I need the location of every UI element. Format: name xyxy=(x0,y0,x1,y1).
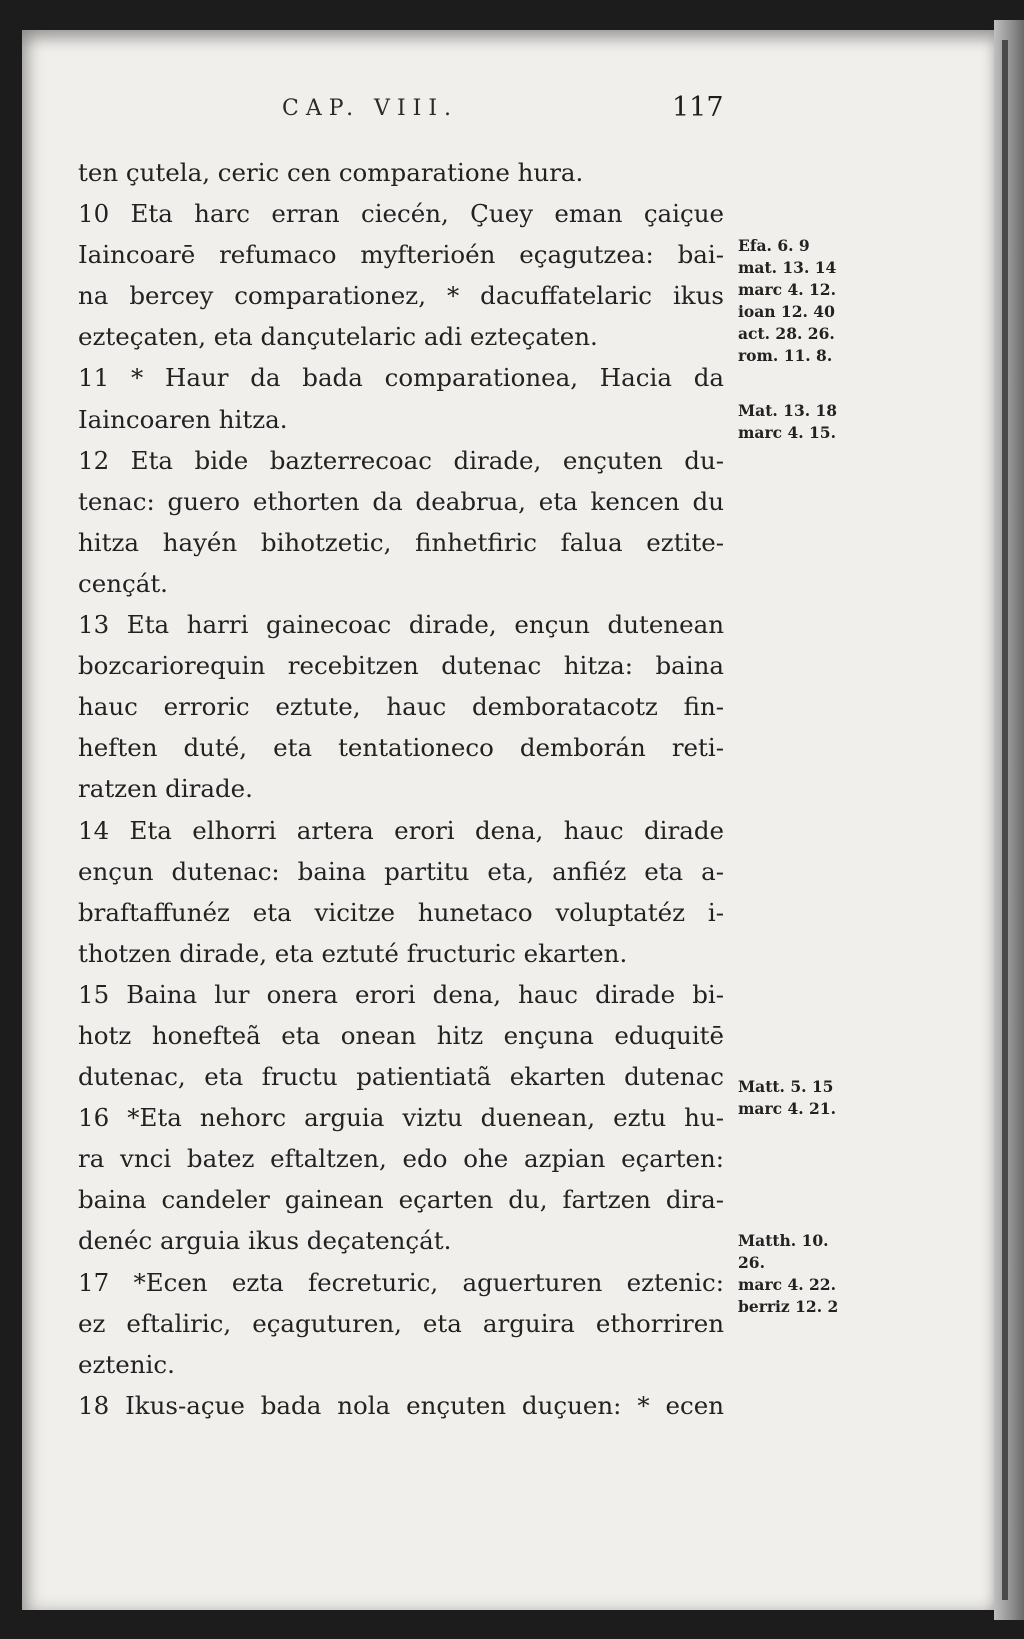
text-line: hitza hayén bihotzetic, finhetfiric falua eztite- xyxy=(78,527,724,557)
text-line: 15 Baina lur onera erori dena, hauc dirade bi- xyxy=(78,979,724,1009)
text-line: ten çutela, ceric cen comparatione hura. xyxy=(78,158,584,187)
text-line: ez eftaliric, eçaguturen, eta arguira ethorriren xyxy=(78,1308,724,1338)
margin-note-line: Matth. 10. xyxy=(738,1231,829,1250)
margin-note-1 xyxy=(738,235,836,367)
text-line: heften duté, eta tentationeco demborán reti- xyxy=(78,733,724,763)
text-line: 11 * Haur da bada comparationea, Hacia da xyxy=(78,363,724,393)
body-text xyxy=(78,152,724,1426)
margin-note-line: 26. xyxy=(738,1253,765,1272)
margin-note-3 xyxy=(738,1076,836,1120)
text-line: ratzen dirade. xyxy=(78,774,253,804)
margin-note-line: Mat. 13. 18 xyxy=(738,401,838,420)
margin-note-line: ioan 12. 40 xyxy=(738,302,835,321)
text-line: na bercey comparationez, * dacuffatelaric ikus xyxy=(78,281,724,311)
text-line: bozcariorequin recebitzen dutenac hitza: baina xyxy=(78,651,724,681)
text-line: 17 *Ecen ezta fecreturic, aguerturen eztenic: xyxy=(78,1267,724,1297)
text-line: ra vnci batez eftaltzen, edo ohe azpian eçarten: xyxy=(78,1144,724,1174)
text-line: 14 Eta elhorri artera erori dena, hauc dirade xyxy=(78,815,724,845)
book-edge-shadow xyxy=(1002,40,1008,1600)
text-line: 13 Eta harri gainecoac dirade, ençun dutenean xyxy=(78,610,724,640)
margin-note-line: Matt. 5. 15 xyxy=(738,1077,834,1096)
text-line: hotz honefteã eta onean hitz ençuna eduquitē xyxy=(78,1020,724,1050)
text-line: Iaincoarē refumaco myfterioén eçagutzea: bai- xyxy=(78,240,724,270)
margin-note-2 xyxy=(738,400,837,444)
book-edge xyxy=(994,20,1024,1620)
margin-note-line: marc 4. 22. xyxy=(738,1275,836,1294)
text-line: Iaincoaren hitza. xyxy=(78,404,288,434)
text-line: 12 Eta bide bazterrecoac dirade, ençuten du- xyxy=(78,445,724,475)
text-line: dutenac, eta fructu patientiatã ekarten dutenac xyxy=(78,1062,724,1092)
page-number: 117 xyxy=(672,92,724,123)
margin-note-line: rom. 11. 8. xyxy=(738,346,833,365)
margin-note-line: marc 4. 12. xyxy=(738,280,836,299)
text-line: baina candeler gainean eçarten du, fartzen dira- xyxy=(78,1185,724,1215)
text-line: denéc arguia ikus deçatençát. xyxy=(78,1226,452,1256)
margin-note-4 xyxy=(738,1230,838,1318)
text-line: 18 Ikus-açue bada nola ençuten duçuen: * ecen xyxy=(78,1390,724,1420)
text-line: tenac: guero ethorten da deabrua, eta kencen du xyxy=(78,486,724,516)
text-line: braftaffunéz eta vicitze hunetaco voluptatéz i- xyxy=(78,897,724,927)
text-line: ezteçaten, eta dançutelaric adi ezteçaten. xyxy=(78,322,598,352)
margin-note-line: Efa. 6. 9 xyxy=(738,236,810,255)
running-title: CAP. VIII. xyxy=(282,96,459,121)
text-line: ençun dutenac: baina partitu eta, anfiéz eta a- xyxy=(78,856,724,886)
text-line: 16 *Eta nehorc arguia viztu duenean, eztu hu- xyxy=(78,1103,724,1133)
text-line: 10 Eta harc erran ciecén, Çuey eman çaiçue xyxy=(78,199,724,229)
margin-note-line: berriz 12. 2 xyxy=(738,1297,839,1316)
margin-note-line: act. 28. 26. xyxy=(738,324,835,343)
text-line: thotzen dirade, eta eztuté fructuric ekarten. xyxy=(78,938,628,968)
margin-note-line: marc 4. 21. xyxy=(738,1099,836,1118)
text-line: cençát. xyxy=(78,568,168,598)
margin-note-line: marc 4. 15. xyxy=(738,423,836,442)
text-line: hauc erroric eztute, hauc demboratacotz fin- xyxy=(78,692,724,722)
margin-note-line: mat. 13. 14 xyxy=(738,258,837,277)
text-line: eztenic. xyxy=(78,1349,175,1379)
